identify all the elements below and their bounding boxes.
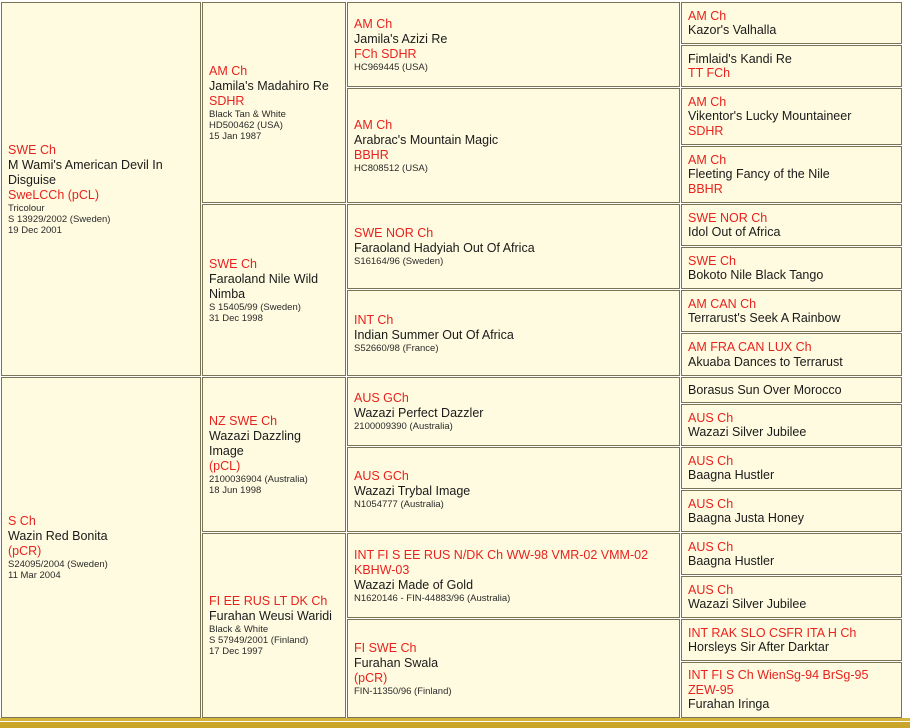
dog-title: INT FI S EE RUS N/DK Ch WW-98 VMR-02 VMM-02 KBHW-03 (354, 547, 649, 577)
dog-title: AM Ch (688, 94, 727, 109)
pedigree-great-grandparent (347, 2, 680, 87)
dog-title: AM Ch (354, 16, 393, 31)
dog-title: SWE NOR Ch (354, 226, 434, 240)
dog-name[interactable]: Wazazi Perfect Dazzler (354, 406, 484, 420)
dog-title: INT RAK SLO CSFR ITA H Ch (688, 625, 857, 640)
pedigree-great-grandparent (347, 204, 680, 289)
dog-title: SWE NOR Ch (688, 210, 768, 225)
dog-title: S Ch (8, 514, 36, 528)
dog-name[interactable]: Wazazi Made of Gold (354, 577, 474, 592)
dog-title: FI SWE Ch (354, 640, 417, 655)
pedigree-grandparent (202, 2, 346, 203)
dog-birthdate: 18 Jun 1998 (209, 484, 262, 496)
dog-title: AUS GCh (354, 391, 409, 405)
pedigree-ancestor (681, 490, 902, 532)
dog-title: AUS Ch (688, 539, 734, 554)
pedigree-ancestor (681, 88, 902, 145)
dog-birthdate: 15 Jan 1987 (209, 130, 262, 142)
pedigree-sire (1, 2, 201, 376)
pedigree-ancestor (681, 45, 902, 87)
dog-name[interactable]: M Wami's American Devil In Disguise (8, 157, 163, 187)
dog-suffix: SDHR (688, 123, 724, 138)
dog-registration: S 13929/2002 (Sweden) (8, 213, 111, 225)
dog-name[interactable]: Wazazi Silver Jubilee (688, 425, 807, 439)
dog-name[interactable]: Fleeting Fancy of the Nile (688, 167, 830, 182)
dog-name[interactable]: Baagna Hustler (688, 554, 775, 568)
pedigree-ancestor (681, 576, 902, 618)
dog-name[interactable]: Wazazi Dazzling Image (209, 428, 301, 458)
pedigree-ancestor (681, 533, 902, 575)
dog-title: AUS GCh (354, 469, 409, 483)
dog-title: SWE Ch (688, 253, 736, 268)
dog-name[interactable]: Baagna Justa Honey (688, 511, 805, 525)
dog-name[interactable]: Wazin Red Bonita (8, 529, 108, 543)
pedigree-ancestor (681, 662, 902, 718)
dog-color: Tricolour (8, 202, 45, 214)
dog-name[interactable]: Wazazi Silver Jubilee (688, 597, 807, 611)
dog-suffix: BBHR (688, 181, 723, 196)
dog-name[interactable]: Borasus Sun Over Morocco (688, 382, 842, 397)
dog-title: FI EE RUS LT DK Ch (209, 594, 328, 608)
dog-registration: S 15405/99 (Sweden) (209, 301, 301, 313)
dog-registration: S16164/96 (Sweden) (354, 256, 444, 267)
dog-name[interactable]: Indian Summer Out Of Africa (354, 327, 514, 342)
pedigree-ancestor (681, 2, 902, 44)
dog-registration: S 57949/2001 (Finland) (209, 635, 309, 646)
pedigree-great-grandparent (347, 619, 680, 718)
pedigree-ancestor (681, 404, 902, 446)
dog-name[interactable]: Vikentor's Lucky Mountaineer (688, 109, 852, 124)
dog-title: INT Ch (354, 312, 394, 327)
dog-name[interactable]: Horsleys Sir After Darktar (688, 640, 830, 654)
dog-registration: FIN-11350/96 (Finland) (354, 685, 452, 697)
dog-birthdate: 11 Mar 2004 (8, 570, 61, 581)
pedigree-grandparent (202, 204, 346, 376)
pedigree-grandparent (202, 377, 346, 532)
dog-suffix: BBHR (354, 147, 389, 162)
pedigree-great-grandparent (347, 447, 680, 532)
pedigree-great-grandparent (347, 290, 680, 376)
dog-name[interactable]: Arabrac's Mountain Magic (354, 132, 499, 147)
pedigree-ancestor (681, 247, 902, 289)
dog-title: AM Ch (688, 8, 727, 23)
dog-title: SWE Ch (8, 142, 56, 157)
dog-title: AUS Ch (688, 496, 734, 511)
dog-name[interactable]: Bokoto Nile Black Tango (688, 268, 824, 282)
pedigree-great-grandparent (347, 88, 680, 203)
dog-title: AM Ch (688, 152, 727, 167)
dog-birthdate: 17 Dec 1997 (209, 646, 263, 657)
pedigree-dam (1, 377, 201, 718)
dog-name[interactable]: Furahan Weusi Waridi (209, 609, 332, 623)
dog-color: Black Tan & White (209, 108, 286, 120)
dog-suffix: (pCR) (8, 544, 42, 558)
footer-divider (0, 718, 910, 721)
dog-suffix: (pCL) (209, 458, 241, 473)
pedigree-ancestor (681, 619, 902, 661)
dog-name[interactable]: Fimlaid's Kandi Re (688, 51, 792, 66)
dog-name[interactable]: Akuaba Dances to Terrarust (688, 354, 843, 369)
pedigree-ancestor (681, 447, 902, 489)
dog-registration: N1054777 (Australia) (354, 499, 444, 510)
pedigree-ancestor (681, 290, 902, 332)
dog-registration: S52660/98 (France) (354, 342, 439, 354)
dog-title: AUS Ch (688, 410, 734, 425)
dog-name[interactable]: Wazazi Trybal Image (354, 484, 471, 498)
dog-birthdate: 31 Dec 1998 (209, 312, 263, 324)
dog-registration: HD500462 (USA) (209, 119, 283, 131)
dog-title: AM Ch (354, 117, 393, 132)
dog-color: Black & White (209, 624, 269, 635)
dog-name[interactable]: Terrarust's Seek A Rainbow (688, 311, 841, 325)
dog-title: AM FRA CAN LUX Ch (688, 340, 812, 354)
dog-title: AM Ch (209, 63, 248, 78)
dog-registration: 2100009390 (Australia) (354, 421, 453, 432)
dog-registration: N1620146 - FIN-44883/96 (Australia) (354, 592, 511, 604)
pedigree-ancestor (681, 333, 902, 376)
dog-suffix: SDHR (209, 93, 245, 108)
pedigree-ancestor (681, 146, 902, 203)
pedigree-great-grandparent (347, 377, 680, 446)
pedigree-grandparent (202, 533, 346, 718)
dog-name[interactable]: Furahan Iringa (688, 697, 770, 712)
dog-registration: 2100036904 (Australia) (209, 473, 308, 485)
dog-name[interactable]: Baagna Hustler (688, 468, 775, 482)
pedigree-ancestor (681, 377, 902, 403)
dog-name[interactable]: Idol Out of Africa (688, 225, 781, 239)
dog-title: AUS Ch (688, 453, 734, 468)
pedigree-ancestor (681, 204, 902, 246)
pedigree-great-grandparent (347, 533, 680, 618)
dog-title: NZ SWE Ch (209, 413, 278, 428)
dog-title: INT FI S Ch WienSg-94 BrSg-95 ZEW-95 (688, 668, 869, 697)
dog-name[interactable]: Faraoland Nile Wild Nimba (209, 271, 319, 301)
dog-registration: S24095/2004 (Sweden) (8, 559, 108, 570)
dog-title: AM CAN Ch (688, 296, 757, 311)
dog-name[interactable]: Jamila's Azizi Re (354, 31, 448, 46)
dog-name[interactable]: Faraoland Hadyiah Out Of Africa (354, 241, 535, 255)
dog-birthdate: 19 Dec 2001 (8, 224, 62, 236)
dog-registration: HC969445 (USA) (354, 61, 428, 73)
dog-suffix: SweLCCh (pCL) (8, 187, 100, 202)
dog-title: SWE Ch (209, 256, 257, 271)
dog-name[interactable]: Jamila's Madahiro Re (209, 78, 329, 93)
dog-suffix: FCh SDHR (354, 46, 417, 61)
dog-title: AUS Ch (688, 582, 734, 597)
dog-name[interactable]: Furahan Swala (354, 655, 439, 670)
dog-suffix: (pCR) (354, 670, 388, 685)
dog-registration: HC808512 (USA) (354, 162, 428, 174)
dog-name[interactable]: Kazor's Valhalla (688, 23, 777, 37)
footer-bar (0, 722, 910, 728)
dog-suffix: TT FCh (688, 66, 731, 80)
